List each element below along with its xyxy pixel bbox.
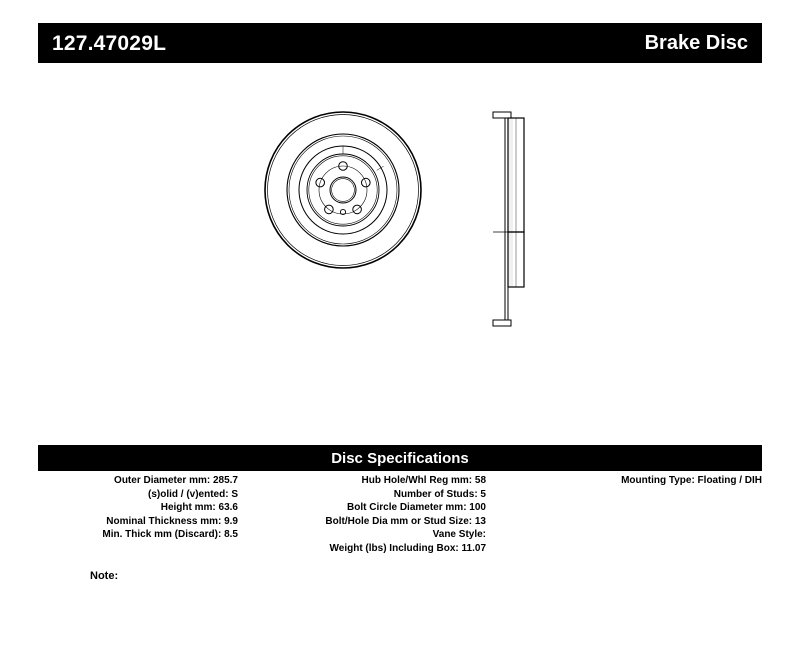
spec-section-title: Disc Specifications — [331, 449, 469, 467]
spec-column-left — [38, 474, 238, 542]
spec-item: Height mm: 63.6 — [160, 502, 238, 513]
note-label: Note: — [90, 570, 119, 582]
spec-item: Nominal Thickness mm: 9.9 — [106, 515, 238, 527]
rotor-edge-view — [493, 112, 524, 326]
spec-item: Bolt Circle Diameter mm: 100 — [347, 502, 486, 513]
rotor-face-view — [265, 112, 421, 268]
spec-item: (s)olid / (v)ented: S — [148, 488, 238, 500]
spec-item: Number of Studs: 5 — [393, 488, 486, 500]
spec-item: Bolt/Hole Dia mm or Stud Size: 13 — [325, 515, 486, 527]
spec-header-bar — [38, 445, 762, 471]
spec-item: Mounting Type: Floating / DIH — [621, 475, 762, 486]
page-title: Brake Disc — [644, 32, 748, 54]
spec-item: Outer Diameter mm: 285.7 — [114, 475, 238, 486]
spec-body — [38, 474, 762, 574]
rotor-technical-drawing — [38, 80, 762, 410]
spec-column-right — [508, 474, 762, 488]
spec-column-middle — [256, 474, 486, 555]
product-drawing — [38, 80, 762, 410]
stud-holes — [316, 162, 370, 214]
spec-item: Min. Thick mm (Discard): 8.5 — [102, 529, 238, 540]
spec-item: Hub Hole/Whl Reg mm: 58 — [361, 475, 486, 486]
spec-item: Weight (lbs) Including Box: 11.07 — [329, 542, 486, 554]
header-bar — [38, 23, 762, 63]
part-number: 127.47029L — [52, 31, 167, 55]
spec-item: Vane Style: — [432, 529, 486, 540]
